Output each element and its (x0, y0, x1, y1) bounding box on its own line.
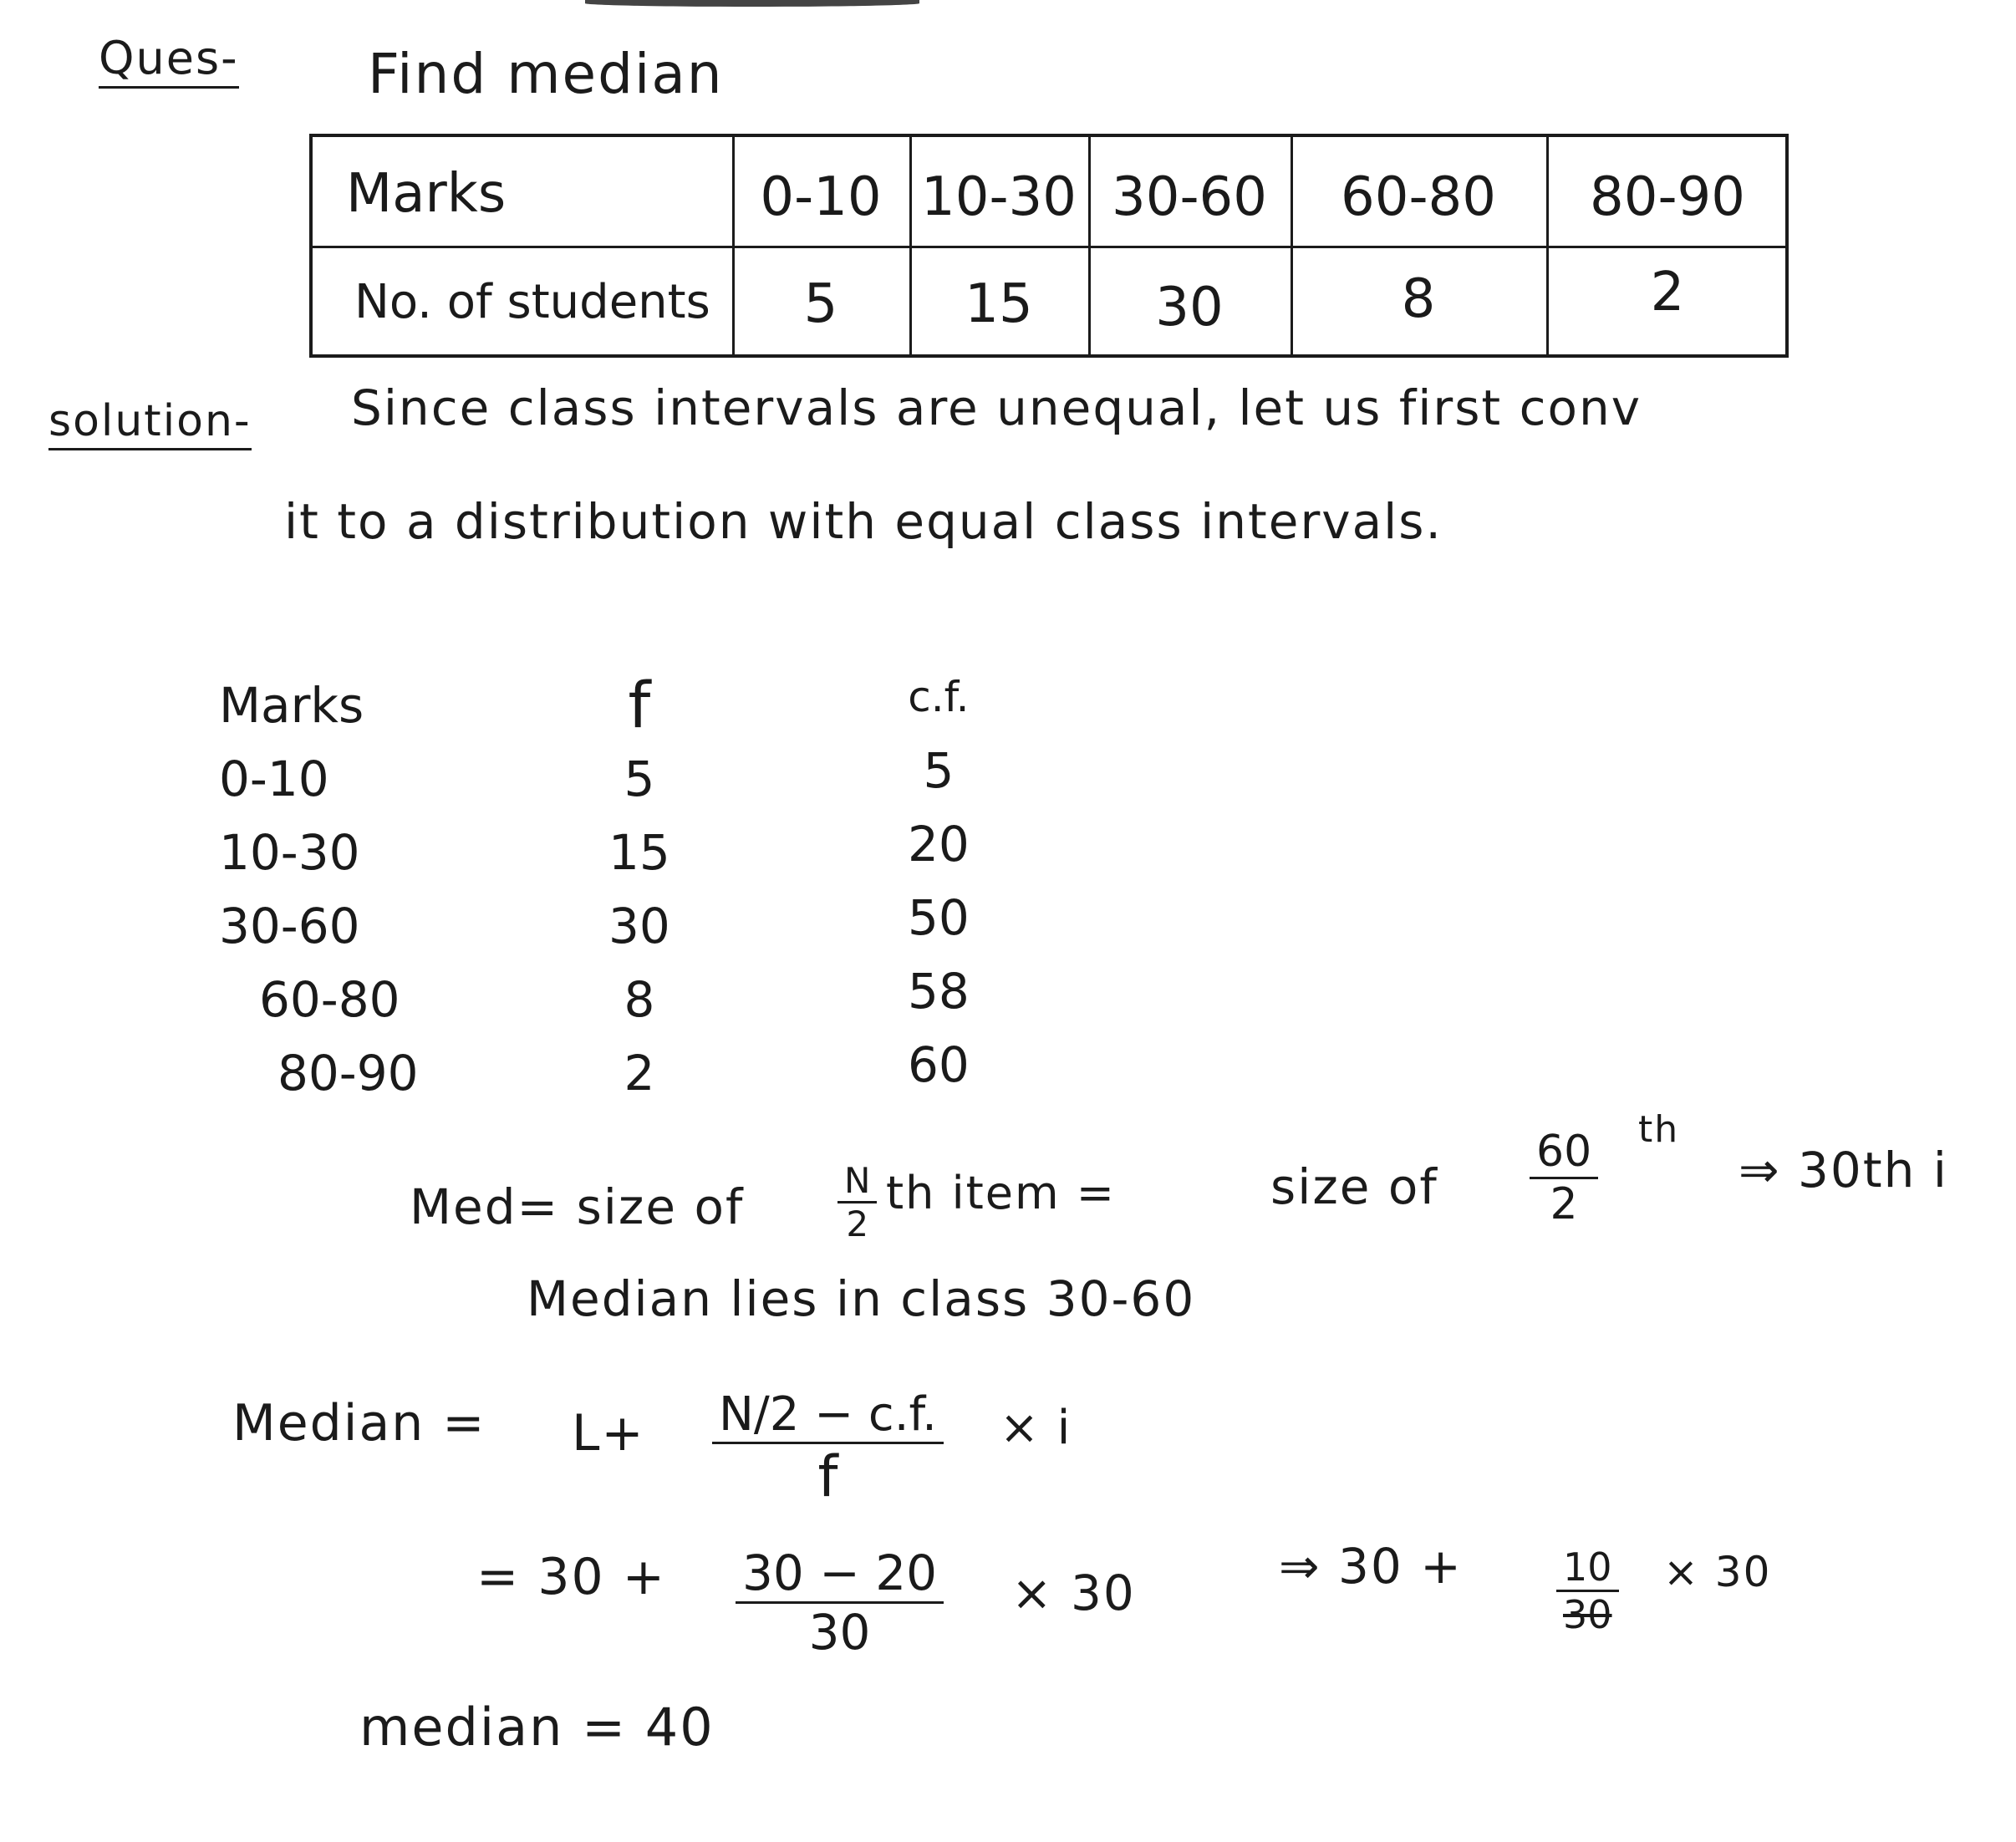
solution-label: solution- (48, 396, 252, 450)
median-lies: Median lies in class 30-60 (527, 1270, 1196, 1327)
size-frac-num: 60 (1530, 1127, 1598, 1179)
class-cell: 60-80 (1341, 166, 1496, 228)
arrow-result: ⇒ 30th i (1739, 1142, 1948, 1198)
students-cell: 8 (1401, 268, 1436, 330)
sub-times: × 30 (1011, 1565, 1136, 1621)
final-answer: median = 40 (359, 1697, 715, 1758)
cf-cell: 5 (923, 742, 955, 799)
f-cell: 5 (624, 751, 655, 807)
students-cell: 2 (1650, 262, 1685, 323)
question-label: Ques- (99, 32, 239, 89)
solution-line-1: Since class intervals are unequal, let us first conv (351, 379, 1642, 436)
cf-cell: 50 (908, 889, 970, 946)
f-cell: 30 (608, 898, 670, 954)
sub2-fraction (1556, 1544, 1619, 1637)
f-cell: 2 (624, 1045, 655, 1102)
marks-header: Marks (219, 677, 364, 734)
formula-L: L+ (572, 1404, 645, 1463)
f-header: f (628, 668, 651, 742)
row-header-students: No. of students (354, 275, 710, 329)
size-fraction (1530, 1127, 1598, 1229)
cf-header: c.f. (908, 673, 970, 721)
sub-num: 30 − 20 (736, 1544, 944, 1604)
sub2-times: × 30 (1663, 1548, 1772, 1596)
marks-column (219, 669, 419, 1110)
students-cell: 30 (1155, 277, 1224, 338)
size-th: th (1638, 1108, 1680, 1151)
question-title: Find median (368, 42, 724, 106)
class-cell: 0-10 (760, 166, 882, 228)
cf-cell: 20 (908, 816, 970, 873)
formula-lhs: Median = (232, 1394, 486, 1453)
f-cell: 15 (608, 824, 670, 881)
med-suffix: th item = (886, 1167, 1116, 1219)
size-frac-den: 2 (1550, 1179, 1578, 1229)
formula-num: N/2 − c.f. (712, 1387, 944, 1444)
f-column (608, 669, 670, 1110)
solution-line-2: it to a distribution with equal class intervals. (284, 493, 1443, 550)
page-edge-shadow (585, 0, 919, 7)
marks-cell: 0-10 (219, 751, 329, 807)
class-cell: 80-90 (1590, 166, 1745, 228)
table-row-divider (313, 246, 1785, 248)
row-header-marks: Marks (346, 163, 507, 225)
formula-den: f (817, 1444, 838, 1510)
marks-cell: 60-80 (259, 971, 400, 1028)
class-cell: 10-30 (921, 166, 1077, 228)
f-cell: 8 (624, 971, 655, 1028)
sub2-num: 10 (1556, 1544, 1619, 1592)
sub2-den: 30 (1563, 1592, 1612, 1637)
sub-den: 30 (808, 1604, 871, 1661)
cf-column (908, 660, 970, 1102)
class-cell: 30-60 (1112, 166, 1267, 228)
marks-cell: 30-60 (219, 898, 360, 954)
students-cell: 5 (803, 273, 838, 335)
cf-cell: 58 (908, 963, 970, 1020)
question-table (309, 134, 1789, 358)
marks-cell: 80-90 (277, 1045, 419, 1102)
formula-fraction (712, 1387, 944, 1510)
table-col-divider (1546, 137, 1549, 354)
med-frac-num: N (837, 1160, 877, 1203)
sub-eq: = 30 + (476, 1548, 667, 1606)
students-cell: 15 (965, 273, 1033, 335)
size-of: size of (1270, 1158, 1438, 1215)
marks-cell: 10-30 (219, 824, 360, 881)
med-frac-den: 2 (846, 1203, 869, 1244)
formula-times: × i (1000, 1401, 1072, 1455)
arrow-2: ⇒ 30 + (1279, 1538, 1463, 1595)
med-fraction (837, 1160, 877, 1244)
cf-cell: 60 (908, 1036, 970, 1093)
med-prefix: Med= size of (410, 1178, 745, 1235)
sub-fraction (736, 1544, 944, 1661)
